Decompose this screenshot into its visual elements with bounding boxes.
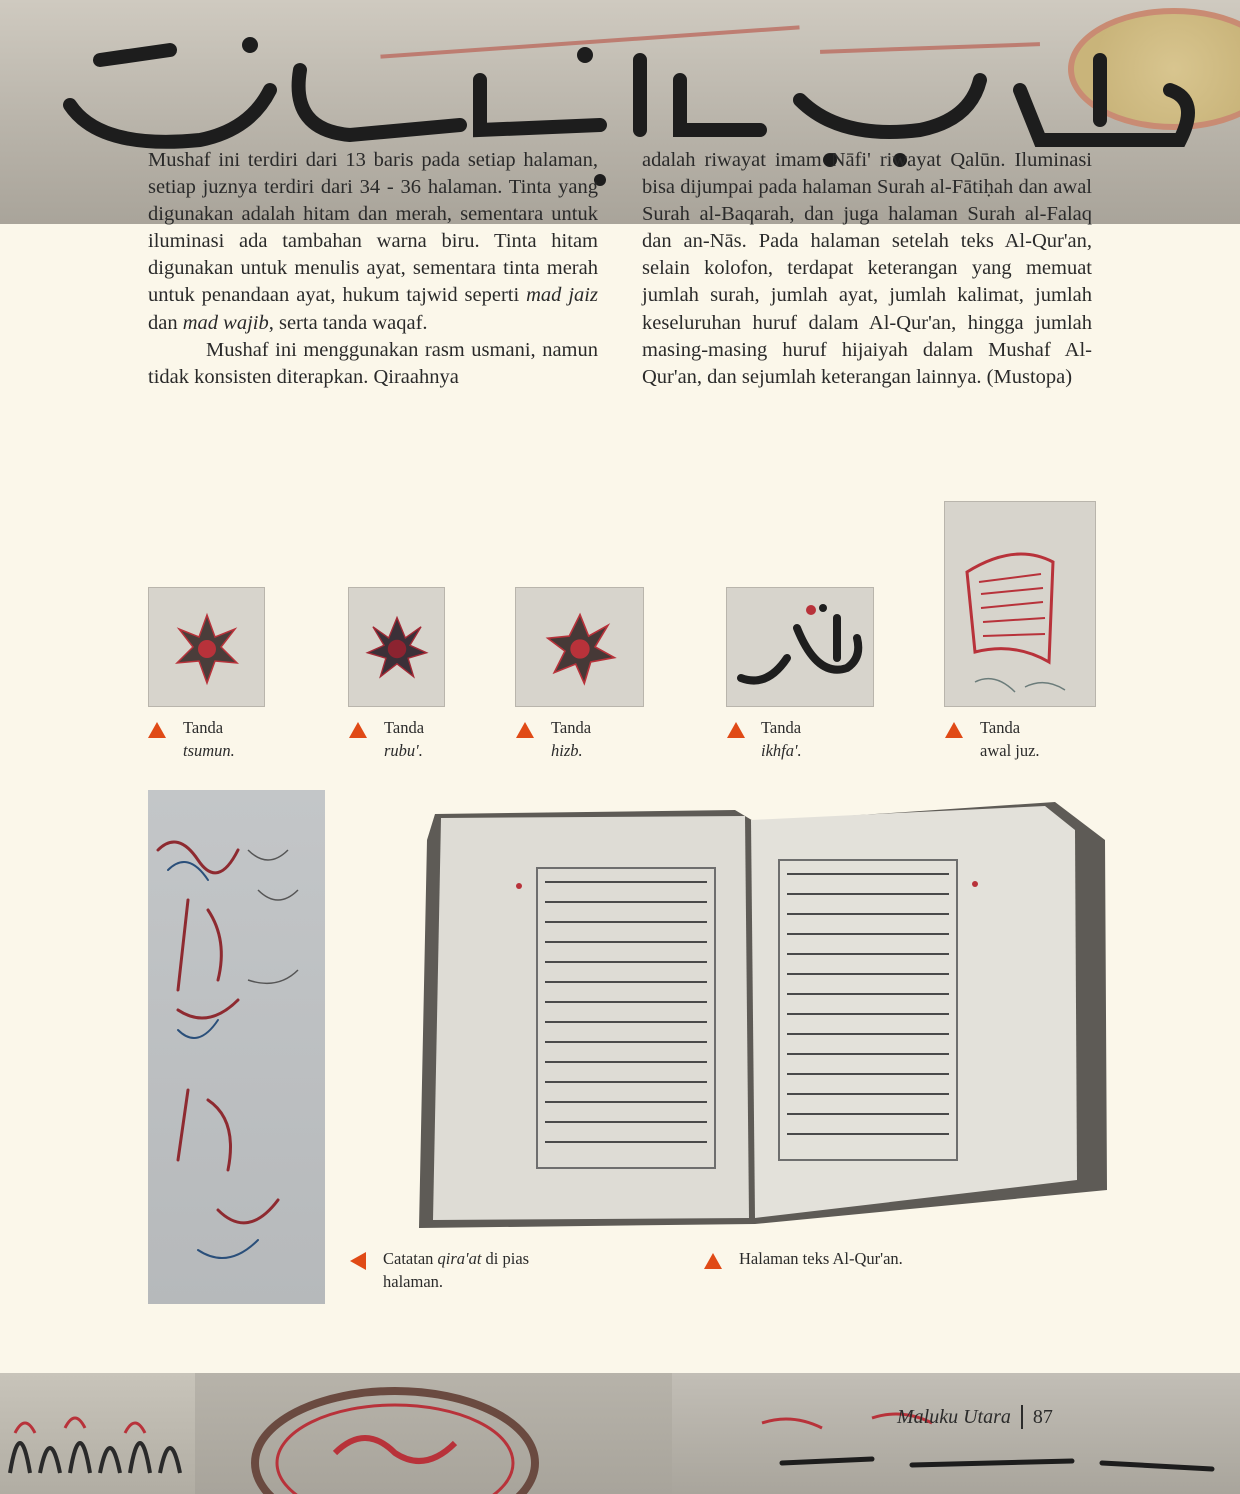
caption-tsumun: Tanda tsumun. xyxy=(183,718,235,760)
caption-catatan-qiraat: Catatan qira'at di pias halaman. xyxy=(383,1249,530,1291)
text-column-right xyxy=(642,147,1092,391)
triangle-up-icon xyxy=(148,722,166,738)
caption-ikhfa: Tanda ikhfa'. xyxy=(761,718,802,760)
photo-tanda-hizb xyxy=(515,587,644,707)
paragraph: adalah riwayat imam Nāfi' riwayat Qalūn. Iluminasi bisa dijumpai pada halaman Surah al-Fātiḥah dan awal Surah al-Baqarah, dan juga halaman Surah al-Falaq dan an-Nās. Pada halaman setelah teks Al-Qur'an, selain kolofon, terdapat keterangan yang memuat jumlah surah, jumlah ayat, jumlah kalimat, jumlah keseluruhan huruf dalam Al-Qur'an, hingga jumlah masing-masing huruf hijaiyah dalam Mushaf Al-Qur'an, dan sejumlah keterangan lainnya. (Mustopa) xyxy=(642,149,1092,388)
running-footer-region: Maluku Utara xyxy=(897,1405,1011,1428)
triangle-left-icon xyxy=(350,1252,366,1270)
paragraph: Mushaf ini terdiri dari 13 baris pada setiap halaman, setiap juznya terdiri dari 34 - 36 halaman. Tinta yang digunakan adalah hitam dan merah, sementara untuk iluminasi ada tambahan warna biru. Tinta hitam digunakan untuk menulis ayat, sementara tinta merah untuk penandaan ayat, hukum tajwid seperti mad jaiz dan mad wajib, serta tanda waqaf. xyxy=(148,149,598,334)
page-footer xyxy=(897,1405,1053,1429)
photo-tanda-rubu xyxy=(348,587,445,707)
triangle-up-icon xyxy=(349,722,367,738)
triangle-up-icon xyxy=(516,722,534,738)
paragraph: Mushaf ini menggunakan rasm usmani, namun tidak konsisten diterapkan. Qiraahnya xyxy=(148,338,598,388)
caption-hizb: Tanda hizb. xyxy=(551,718,592,760)
triangle-up-icon xyxy=(727,722,745,738)
triangle-up-icon xyxy=(704,1253,722,1269)
caption-halaman-quran: Halaman teks Al-Qur'an. xyxy=(739,1249,903,1268)
page-number: 87 xyxy=(1032,1405,1053,1428)
photo-tanda-awal-juz xyxy=(944,501,1096,707)
photo-tanda-ikhfa xyxy=(726,587,874,707)
caption-awal-juz: Tanda awal juz. xyxy=(980,718,1040,760)
photo-catatan-qiraat xyxy=(148,790,325,1304)
footer-divider xyxy=(1021,1405,1023,1429)
bottom-banner-image xyxy=(0,1373,1240,1494)
photo-halaman-quran xyxy=(415,800,1110,1232)
text-column-left xyxy=(148,147,598,391)
caption-rubu: Tanda rubu'. xyxy=(384,718,425,760)
photo-tanda-tsumun xyxy=(148,587,265,707)
triangle-up-icon xyxy=(945,722,963,738)
